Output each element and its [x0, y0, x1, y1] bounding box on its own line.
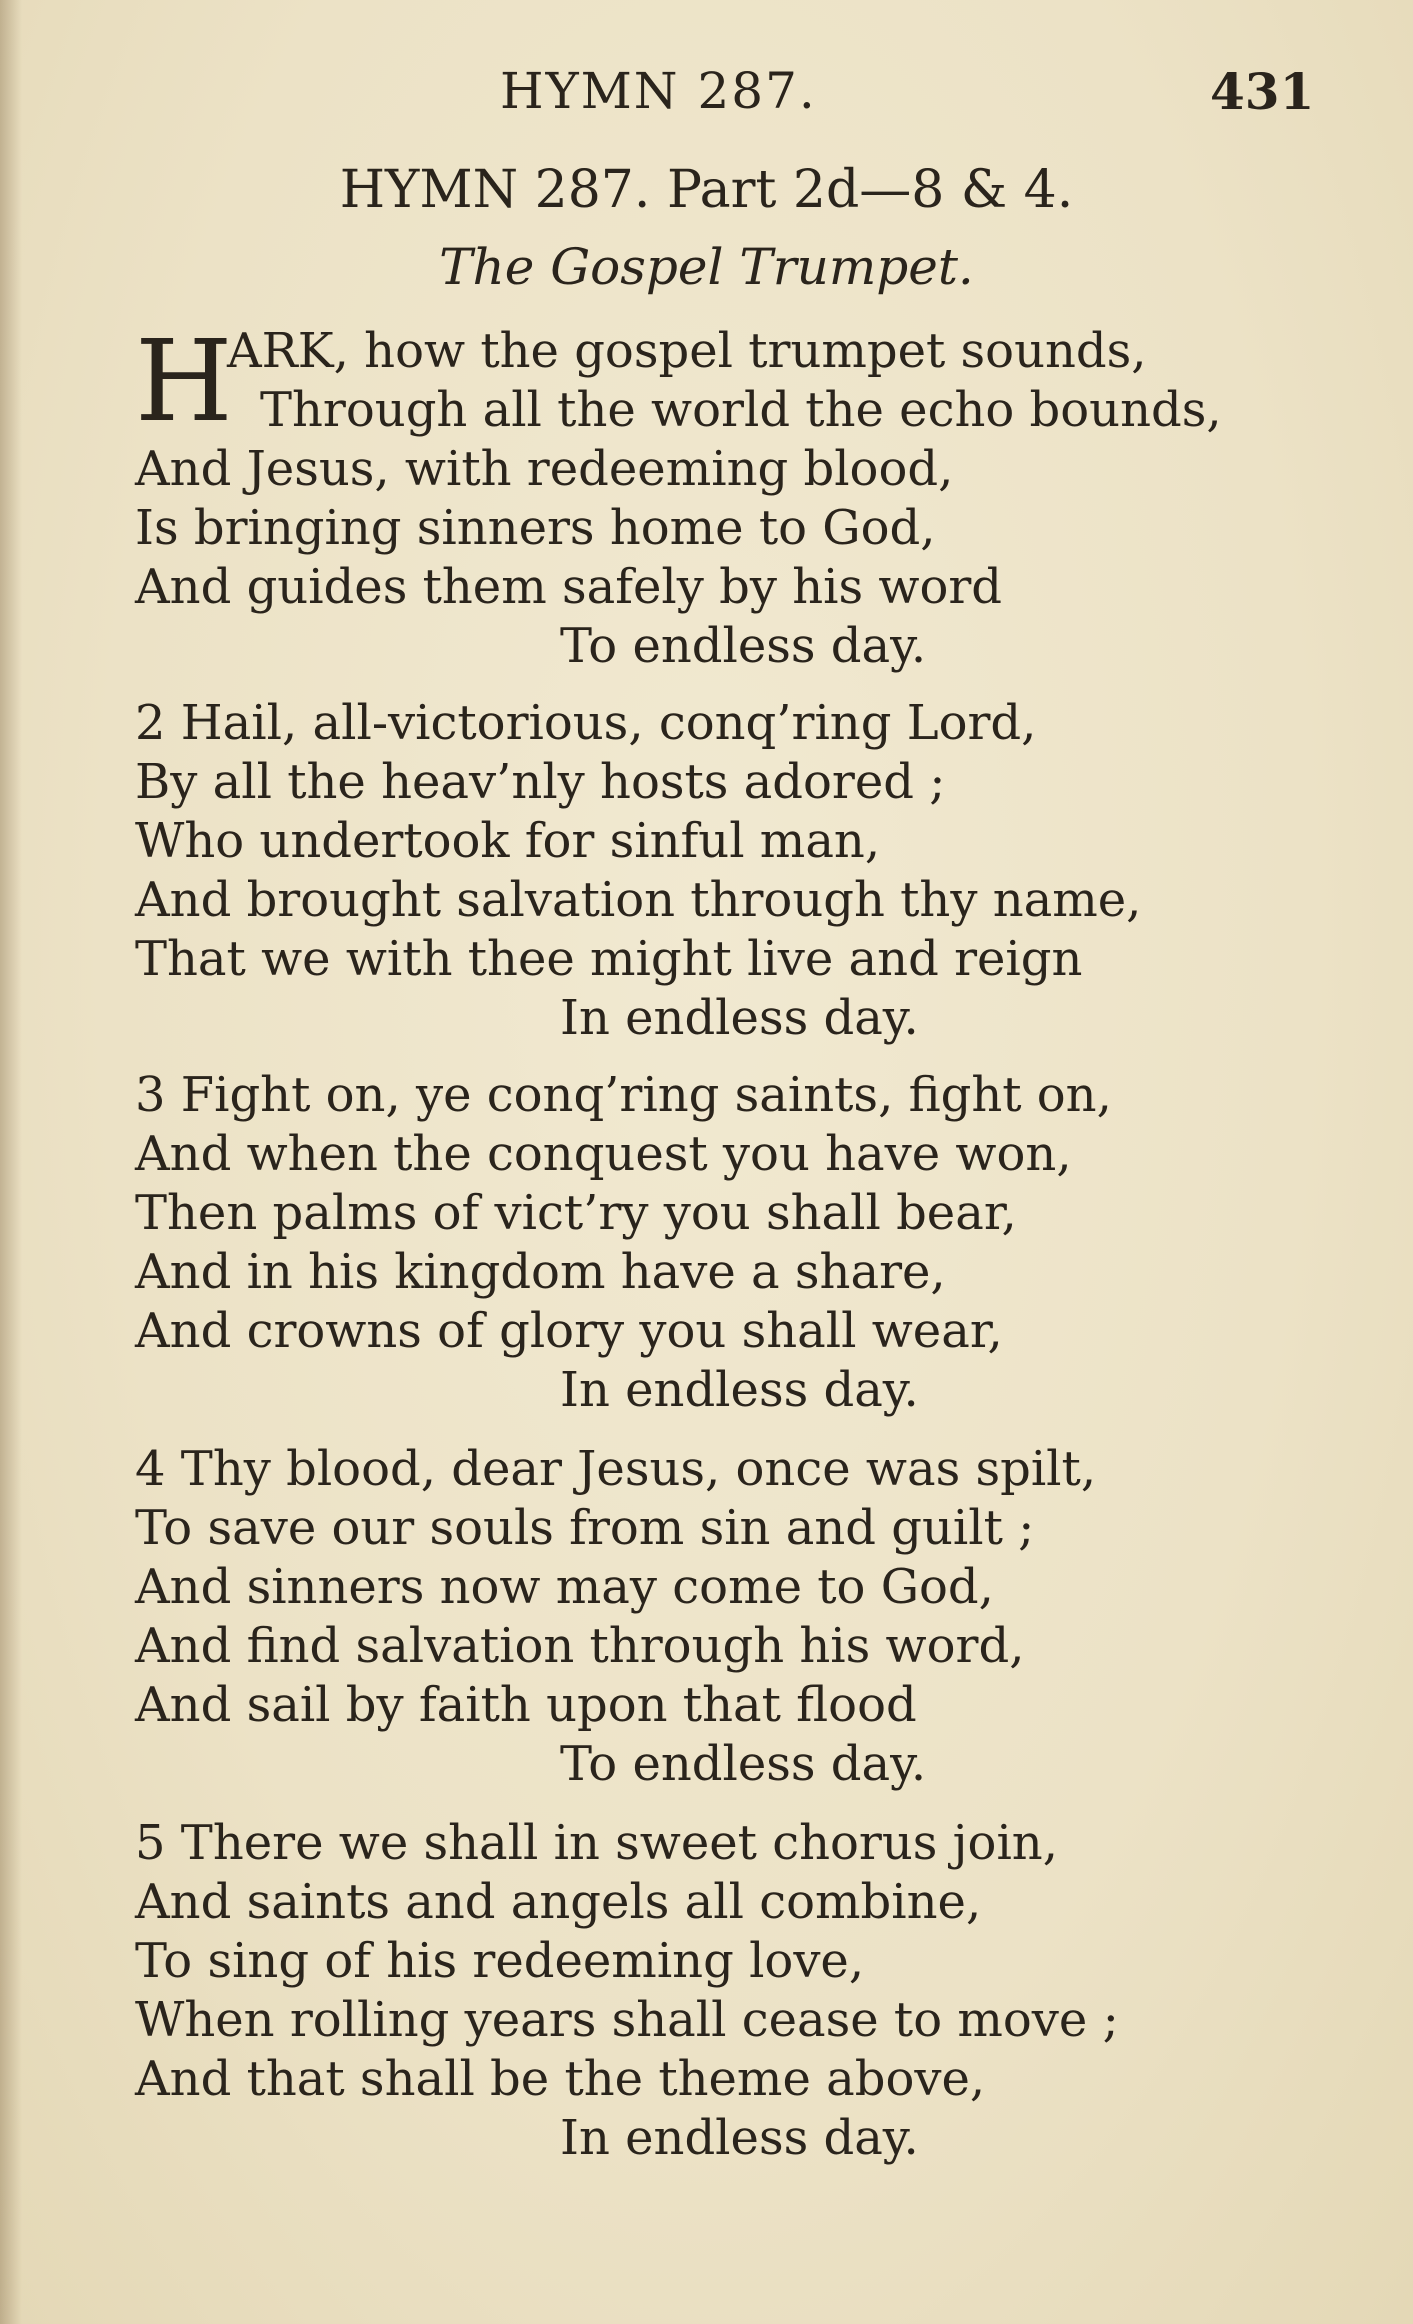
verse-line: To sing of his redeeming love,: [135, 1933, 865, 1989]
verse-line: And brought salvation through thy name,: [135, 872, 1142, 928]
verse-2: [135, 694, 1325, 1048]
verse-line: By all the heav’nly hosts adored ;: [135, 754, 946, 810]
verse-3: [135, 1066, 1325, 1420]
hymn-heading: HYMN 287. Part 2d—8 & 4.: [339, 160, 1074, 220]
verse-line: 5 There we shall in sweet chorus join,: [135, 1815, 1058, 1871]
verse-line: Who undertook for sinful man,: [135, 813, 881, 869]
verse-refrain: In endless day.: [560, 1362, 919, 1418]
verse-line: And when the conquest you have won,: [135, 1126, 1072, 1182]
page-edge-shadow: [0, 0, 22, 2324]
verse-refrain: To endless day.: [560, 1736, 927, 1792]
verse-line: When rolling years shall cease to move ;: [135, 1992, 1119, 2048]
verse-refrain: In endless day.: [560, 2110, 919, 2166]
verse-refrain: In endless day.: [560, 990, 919, 1046]
hymn-subtitle: The Gospel Trumpet.: [439, 238, 974, 296]
verse-line: And crowns of glory you shall wear,: [135, 1303, 1003, 1359]
verse-line: And sail by faith upon that flood: [135, 1677, 917, 1733]
verse-line: And saints and angels all combine,: [135, 1874, 982, 1930]
verse-line: And Jesus, with redeeming blood,: [135, 441, 954, 497]
page-number: 431: [1210, 62, 1315, 121]
verse-line: That we with thee might live and reign: [135, 931, 1083, 987]
verse-1: [135, 317, 1325, 676]
verse-line: Is bringing sinners home to God,: [135, 500, 936, 556]
verse-line: And sinners now may come to God,: [135, 1559, 994, 1615]
verse-line: Then palms of vict’ry you shall bear,: [135, 1185, 1017, 1241]
verse-line: And that shall be the theme above,: [135, 2051, 986, 2107]
verse-line: And find salvation through his word,: [135, 1618, 1025, 1674]
verse-4: [135, 1440, 1325, 1794]
verse-line: Through all the world the echo bounds,: [260, 382, 1222, 438]
verse-line: 3 Fight on, ye conq’ring saints, fight on,: [135, 1067, 1112, 1123]
verse-line: And guides them safely by his word: [135, 559, 1003, 615]
running-head: [0, 62, 1413, 132]
verse-line: 2 Hail, all-victorious, conq’ring Lord,: [135, 695, 1037, 751]
verse-line: To save our souls from sin and guilt ;: [135, 1500, 1035, 1556]
verse-5: [135, 1814, 1325, 2168]
drop-cap: H: [135, 317, 233, 447]
verse-line: And in his kingdom have a share,: [135, 1244, 946, 1300]
running-head-title: HYMN 287.: [500, 62, 817, 120]
verse-line: ARK, how the gospel trumpet sounds,: [227, 323, 1147, 379]
verse-refrain: To endless day.: [560, 618, 927, 674]
verse-line: 4 Thy blood, dear Jesus, once was spilt,: [135, 1441, 1097, 1497]
